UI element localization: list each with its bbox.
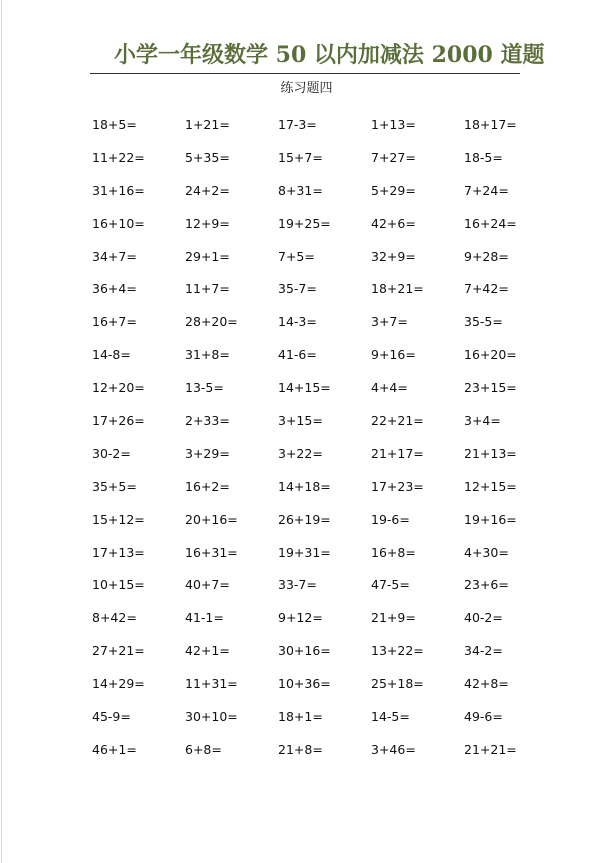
problem-cell: 18+5= (92, 117, 137, 132)
problem-cell: 47-5= (371, 577, 410, 593)
problem-cell: 14+15= (278, 380, 331, 396)
problem-cell: 26+19= (278, 511, 331, 527)
title-underline (90, 73, 520, 74)
problem-cell: 35-5= (464, 314, 503, 330)
problem-cell: 13+22= (371, 643, 424, 659)
problem-cell: 12+15= (464, 478, 517, 494)
problem-cell: 40-2= (464, 610, 503, 626)
problem-cell: 42+6= (371, 215, 416, 231)
problem-cell: 11+31= (185, 676, 238, 692)
problem-cell: 3+15= (278, 413, 323, 429)
problem-cell: 32+9= (371, 248, 416, 264)
problem-cell: 7+24= (464, 182, 509, 198)
problem-cell: 28+20= (185, 314, 238, 330)
problem-cell: 14-3= (278, 314, 317, 330)
problem-cell: 4+4= (371, 380, 408, 396)
problem-cell: 6+8= (185, 741, 222, 757)
problem-cell: 18+21= (371, 281, 424, 297)
problem-cell: 42+8= (464, 676, 509, 692)
problem-cell: 1+13= (371, 117, 416, 132)
problem-cell: 35+5= (92, 478, 137, 494)
problem-cell: 2+33= (185, 413, 230, 429)
problem-cell: 9+12= (278, 610, 323, 626)
problem-cell: 21+9= (371, 610, 416, 626)
problem-cell: 16+31= (185, 544, 238, 560)
problem-cell: 33-7= (278, 577, 317, 593)
problem-cell: 18+17= (464, 117, 517, 132)
problem-cell: 21+8= (278, 741, 323, 757)
problem-cell: 19+16= (464, 511, 517, 527)
problem-cell: 16+8= (371, 544, 416, 560)
problem-cell: 5+35= (185, 149, 230, 165)
problem-cell: 30+10= (185, 709, 238, 725)
problem-cell: 13-5= (185, 380, 224, 396)
problem-cell: 8+31= (278, 182, 323, 198)
problem-cell: 12+20= (92, 380, 145, 396)
problem-cell: 17+23= (371, 478, 424, 494)
problem-cell: 16+2= (185, 478, 230, 494)
problem-cell: 16+10= (92, 215, 145, 231)
problem-cell: 12+9= (185, 215, 230, 231)
problem-cell: 23+15= (464, 380, 517, 396)
problem-cell: 19-6= (371, 511, 410, 527)
problem-cell: 22+21= (371, 413, 424, 429)
problem-cell: 7+5= (278, 248, 315, 264)
problem-cell: 14-8= (92, 347, 131, 363)
problem-cell: 3+4= (464, 413, 501, 429)
problem-cell: 15+7= (278, 149, 323, 165)
problem-cell: 31+16= (92, 182, 145, 198)
problem-cell: 18-5= (464, 149, 503, 165)
problem-cell: 10+36= (278, 676, 331, 692)
problem-cell: 5+29= (371, 182, 416, 198)
problem-cell: 9+16= (371, 347, 416, 363)
problem-cell: 49-6= (464, 709, 503, 725)
problem-cell: 16+24= (464, 215, 517, 231)
problem-grid (92, 116, 557, 774)
problem-cell: 14-5= (371, 709, 410, 725)
problem-cell: 11+7= (185, 281, 230, 297)
worksheet-title: 小学一年级数学 50 以内加减法 2000 道题 (114, 42, 545, 68)
problem-cell: 19+31= (278, 544, 331, 560)
problem-cell: 46+1= (92, 741, 137, 757)
problem-cell: 11+22= (92, 149, 145, 165)
problem-cell: 41-6= (278, 347, 317, 363)
problem-cell: 4+30= (464, 544, 509, 560)
problem-cell: 25+18= (371, 676, 424, 692)
problem-cell: 17-3= (278, 117, 317, 132)
problem-cell: 14+18= (278, 478, 331, 494)
problem-cell: 10+15= (92, 577, 145, 593)
problem-cell: 41-1= (185, 610, 224, 626)
problem-cell: 34+7= (92, 248, 137, 264)
problem-cell: 30+16= (278, 643, 331, 659)
problem-cell: 1+21= (185, 117, 230, 132)
problem-cell: 16+20= (464, 347, 517, 363)
problem-cell: 42+1= (185, 643, 230, 659)
problem-cell: 45-9= (92, 709, 131, 725)
problem-cell: 8+42= (92, 610, 137, 626)
problem-cell: 21+21= (464, 741, 517, 757)
problem-cell: 15+12= (92, 511, 145, 527)
page-edge (1, 0, 2, 863)
problem-cell: 21+17= (371, 445, 424, 461)
problem-cell: 3+22= (278, 445, 323, 461)
problem-cell: 3+46= (371, 741, 416, 757)
problem-cell: 21+13= (464, 445, 517, 461)
worksheet-subtitle: 练习题四 (280, 81, 333, 96)
problem-cell: 17+26= (92, 413, 145, 429)
problem-cell: 24+2= (185, 182, 230, 198)
problem-cell: 7+27= (371, 149, 416, 165)
problem-cell: 35-7= (278, 281, 317, 297)
problem-cell: 23+6= (464, 577, 509, 593)
problem-cell: 3+29= (185, 445, 230, 461)
problem-cell: 20+16= (185, 511, 238, 527)
problem-cell: 7+42= (464, 281, 509, 297)
problem-cell: 16+7= (92, 314, 137, 330)
problem-cell: 31+8= (185, 347, 230, 363)
problem-cell: 14+29= (92, 676, 145, 692)
problem-cell: 34-2= (464, 643, 503, 659)
problem-cell: 30-2= (92, 445, 131, 461)
problem-cell: 19+25= (278, 215, 331, 231)
problem-cell: 27+21= (92, 643, 145, 659)
problem-cell: 9+28= (464, 248, 509, 264)
problem-cell: 18+1= (278, 709, 323, 725)
problem-cell: 40+7= (185, 577, 230, 593)
problem-cell: 3+7= (371, 314, 408, 330)
problem-cell: 36+4= (92, 281, 137, 297)
problem-cell: 17+13= (92, 544, 145, 560)
problem-cell: 29+1= (185, 248, 230, 264)
